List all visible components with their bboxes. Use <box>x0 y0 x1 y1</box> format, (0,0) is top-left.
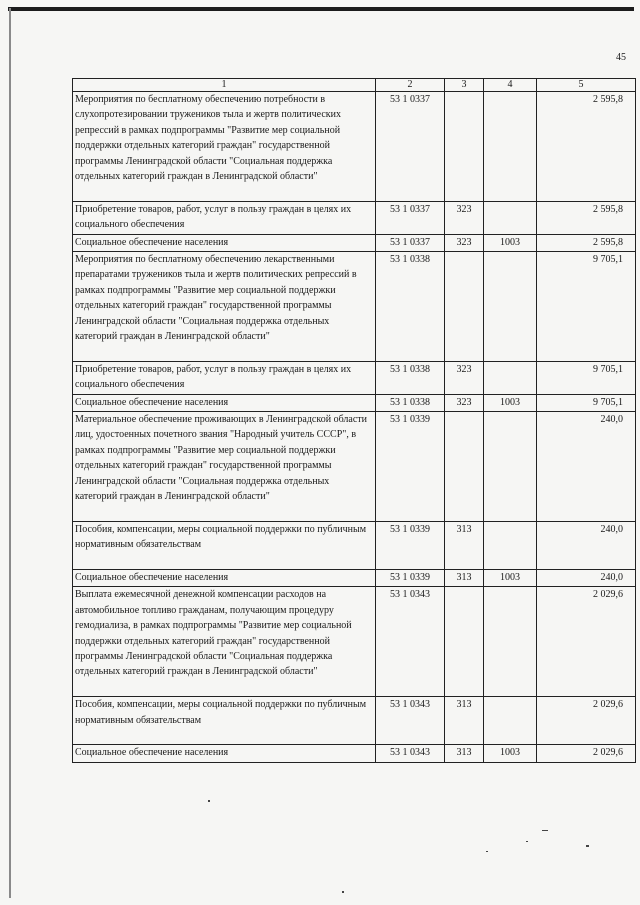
row-code-cell: 53 1 0339 <box>376 411 445 521</box>
row-amount-cell: 2 595,8 <box>537 201 636 234</box>
row-code-cell: 53 1 0339 <box>376 521 445 569</box>
row-code-cell: 53 1 0337 <box>376 92 445 202</box>
row-name-cell: Пособия, компенсации, меры социальной поддержки по публичным нормативным обязательствам <box>73 521 376 569</box>
row-code-cell: 53 1 0337 <box>376 234 445 251</box>
header-col-3: 3 <box>445 79 484 92</box>
row-code-cell: 53 1 0338 <box>376 394 445 411</box>
row-expense-type-cell: 323 <box>445 201 484 234</box>
row-name-cell: Социальное обеспечение населения <box>73 234 376 251</box>
page-number: 45 <box>616 52 626 63</box>
row-amount-cell: 240,0 <box>537 411 636 521</box>
table-header-row <box>73 79 636 92</box>
row-expense-type-cell: 313 <box>445 697 484 745</box>
header-col-2: 2 <box>376 79 445 92</box>
row-section-cell: 1003 <box>484 394 537 411</box>
row-code-cell: 53 1 0343 <box>376 587 445 697</box>
row-section-cell <box>484 587 537 697</box>
row-section-cell <box>484 251 537 361</box>
row-amount-cell: 9 705,1 <box>537 251 636 361</box>
row-code-cell: 53 1 0337 <box>376 201 445 234</box>
row-expense-type-cell: 313 <box>445 569 484 586</box>
header-col-1: 1 <box>73 79 376 92</box>
row-name-cell: Приобретение товаров, работ, услуг в пользу граждан в целях их социального обеспечения <box>73 361 376 394</box>
row-section-cell: 1003 <box>484 745 537 762</box>
top-border-rule <box>8 7 634 11</box>
row-name-cell: Мероприятия по бесплатному обеспечению потребности в слухопротезировании тружеников тыла и жертв политических репрессий в рамках подпрограммы "Развитие мер социальной поддержки отдельных категорий граждан" государственной программы Ленинградской области "Социальная поддержка отдельных категорий граждан в Ленинградской области" <box>73 92 376 202</box>
row-section-cell <box>484 201 537 234</box>
row-name-cell: Социальное обеспечение населения <box>73 569 376 586</box>
row-name-cell: Материальное обеспечение проживающих в Ленинградской области лиц, удостоенных почетного звания "Народный учитель СССР", в рамках подпрограммы "Развитие мер социальной поддержки отдельных категорий граждан" государственной программы Ленинградской области "Социальная поддержка отдельных категорий граждан в Ленинградской области" <box>73 411 376 521</box>
row-amount-cell: 240,0 <box>537 569 636 586</box>
table-row <box>73 697 636 745</box>
row-amount-cell: 2 029,6 <box>537 745 636 762</box>
row-amount-cell: 9 705,1 <box>537 361 636 394</box>
row-section-cell <box>484 521 537 569</box>
budget-table <box>72 78 636 763</box>
row-amount-cell: 2 595,8 <box>537 234 636 251</box>
row-code-cell: 53 1 0338 <box>376 361 445 394</box>
row-name-cell: Приобретение товаров, работ, услуг в пользу граждан в целях их социального обеспечения <box>73 201 376 234</box>
row-section-cell: 1003 <box>484 234 537 251</box>
row-expense-type-cell: 313 <box>445 745 484 762</box>
table-row <box>73 394 636 411</box>
row-amount-cell: 2 595,8 <box>537 92 636 202</box>
left-scan-edge <box>9 8 11 898</box>
row-name-cell: Социальное обеспечение населения <box>73 745 376 762</box>
table-body <box>73 92 636 763</box>
row-expense-type-cell <box>445 251 484 361</box>
row-code-cell: 53 1 0339 <box>376 569 445 586</box>
row-expense-type-cell: 323 <box>445 394 484 411</box>
row-name-cell: Мероприятия по бесплатному обеспечению лекарственными препаратами тружеников тыла и жертв политических репрессий в рамках подпрограммы "Развитие мер социальной поддержки отдельных категорий граждан" государственной программы Ленинградской области "Социальная поддержка отдельных категорий граждан в Ленинградской области" <box>73 251 376 361</box>
table-row <box>73 361 636 394</box>
row-expense-type-cell: 323 <box>445 361 484 394</box>
row-amount-cell: 9 705,1 <box>537 394 636 411</box>
header-col-5: 5 <box>537 79 636 92</box>
table-row <box>73 251 636 361</box>
row-expense-type-cell <box>445 587 484 697</box>
table-row <box>73 411 636 521</box>
row-amount-cell: 2 029,6 <box>537 697 636 745</box>
table-row <box>73 92 636 202</box>
row-section-cell: 1003 <box>484 569 537 586</box>
row-amount-cell: 240,0 <box>537 521 636 569</box>
table-row <box>73 745 636 762</box>
row-expense-type-cell <box>445 92 484 202</box>
table-row <box>73 569 636 586</box>
row-code-cell: 53 1 0343 <box>376 745 445 762</box>
header-col-4: 4 <box>484 79 537 92</box>
row-expense-type-cell <box>445 411 484 521</box>
row-section-cell <box>484 697 537 745</box>
row-code-cell: 53 1 0343 <box>376 697 445 745</box>
row-section-cell <box>484 411 537 521</box>
table-row <box>73 521 636 569</box>
table-row <box>73 201 636 234</box>
table-row <box>73 234 636 251</box>
row-expense-type-cell: 313 <box>445 521 484 569</box>
row-name-cell: Пособия, компенсации, меры социальной поддержки по публичным нормативным обязательствам <box>73 697 376 745</box>
row-name-cell: Выплата ежемесячной денежной компенсации расходов на автомобильное топливо гражданам, получающим процедуру гемодиализа, в рамках подпрограммы "Развитие мер социальной поддержки отдельных категорий граждан" государственной программы Ленинградской области "Социальная поддержка отдельных категорий граждан в Ленинградской области" <box>73 587 376 697</box>
row-code-cell: 53 1 0338 <box>376 251 445 361</box>
row-section-cell <box>484 361 537 394</box>
row-amount-cell: 2 029,6 <box>537 587 636 697</box>
row-section-cell <box>484 92 537 202</box>
table-row <box>73 587 636 697</box>
row-expense-type-cell: 323 <box>445 234 484 251</box>
row-name-cell: Социальное обеспечение населения <box>73 394 376 411</box>
